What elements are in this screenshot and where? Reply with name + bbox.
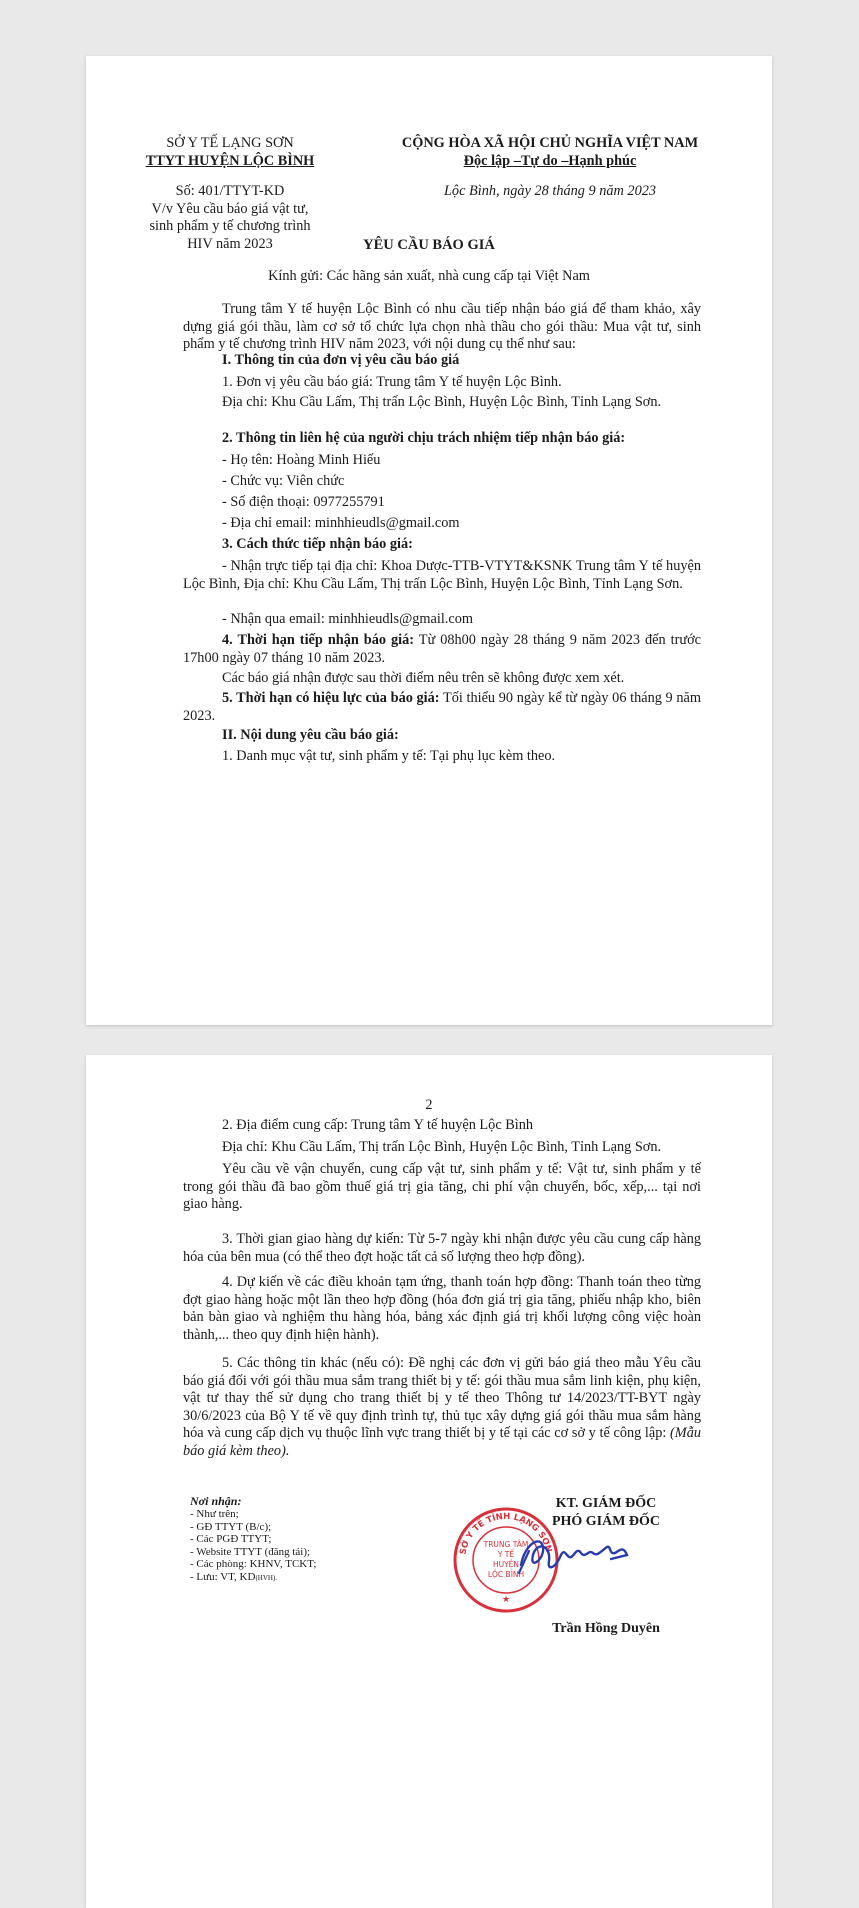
recipients-block: [190, 1495, 430, 1585]
payment-terms: 4. Dự kiến về các điều khoản tạm ứng, thanh toán hợp đồng: Thanh toán theo từng đợt giao hàng hoặc một lần theo hợp đồng (hóa đơn giá trị gia tăng, phiếu nhập kho, biên bản bàn giao và nghiệm thu hàng hóa, bảng xác định giá trị khối lượng công việc hoàn thành,... theo quy định hiện hành).: [183, 1274, 701, 1343]
section-1-item-1: 1. Đơn vị yêu cầu báo giá: Trung tâm Y tế huyện Lộc Bình.: [222, 374, 562, 390]
section-1-item-4: [183, 632, 701, 667]
other-information: [183, 1355, 701, 1460]
receive-direct: - Nhận trực tiếp tại địa chỉ: Khoa Dược-TTB-VTYT&KSNK Trung tâm Y tế huyện Lộc Bình, Địa chỉ: Khu Cầu Lấm, Thị trấn Lộc Bình, Huyện Lộc Bình, Tỉnh Lạng Sơn.: [183, 558, 701, 592]
intro-paragraph: Trung tâm Y tế huyện Lộc Bình có nhu cầu tiếp nhận báo giá để tham khảo, xây dựng giá gói thầu, làm cơ sở tổ chức lựa chọn nhà thầu cho gói thầu: Mua vật tư, sinh phẩm y tế chương trình HIV năm 2023, với nội dung cụ thể như sau:: [183, 301, 701, 352]
other-info-italic: (Mẫu báo giá kèm theo).: [183, 1425, 701, 1459]
recipient-line: - Như trên;: [190, 1508, 239, 1520]
section-2-item-1: 1. Danh mục vật tư, sinh phẩm y tế: Tại phụ lục kèm theo.: [222, 748, 556, 764]
seal-line-3: HUYỆN: [492, 1560, 520, 1569]
place-date: Lộc Bình, ngày 28 tháng 9 năm 2023: [443, 183, 657, 199]
item-5-text: Tối thiểu 90 ngày kể từ ngày 06 tháng 9 năm 2023.: [183, 690, 701, 724]
seal-line-4: LỘC BÌNH: [487, 1570, 525, 1579]
contact-position: - Chức vụ: Viên chức: [222, 473, 345, 489]
section-1-heading: I. Thông tin của đơn vị yêu cầu báo giá: [222, 352, 460, 368]
archive-prefix: - Lưu: VT, KD: [190, 1570, 256, 1583]
signer-role-2: PHÓ GIÁM ĐỐC: [551, 1514, 661, 1529]
signer-role-1: KT. GIÁM ĐỐC: [555, 1496, 657, 1511]
subject-line-1: V/v Yêu cầu báo giá vật tư,: [151, 200, 309, 217]
recipient-line: - Các PGĐ TTYT;: [190, 1533, 272, 1546]
recipient-line: - GĐ TTYT (B/c);: [190, 1520, 272, 1533]
seal-outer-text: SỞ Y TẾ TỈNH LẠNG SƠN: [458, 1511, 554, 1556]
doc-number: Số: 401/TTYT-KD: [175, 183, 285, 199]
document-page-1: [86, 56, 772, 1025]
section-1-item-3-heading: 3. Cách thức tiếp nhận báo giá:: [222, 536, 413, 552]
contact-email: - Địa chỉ email: minhhieudls@gmail.com: [222, 515, 460, 531]
contact-name: - Họ tên: Hoàng Minh Hiếu: [222, 452, 381, 468]
seal-line-2: Y TẾ: [497, 1550, 515, 1559]
nation-title: CỘNG HÒA XÃ HỘI CHỦ NGHĨA VIỆT NAM: [401, 135, 699, 151]
item-4-text: Từ 08h00 ngày 28 tháng 9 năm 2023 đến trước 17h00 ngày 07 tháng 10 năm 2023.: [183, 632, 701, 666]
delivery-address: Địa chỉ: Khu Cầu Lấm, Thị trấn Lộc Bình, Huyện Lộc Bình, Tỉnh Lạng Sơn.: [222, 1139, 662, 1155]
section-2-heading: II. Nội dung yêu cầu báo giá:: [222, 727, 399, 743]
handwritten-signature: [511, 1525, 641, 1585]
document-title: YÊU CẦU BÁO GIÁ: [363, 237, 495, 253]
other-info-text: 5. Các thông tin khác (nếu có): Đề nghị các đơn vị gửi báo giá theo mẫu Yêu cầu báo giá đối với gói thầu mua sắm trang thiết bị y tế: gói thầu mua sắm linh kiện, phụ kiện, vật tư thay thế sử dụng cho trang thiết bị y tế theo Thông tư 14/2023/TT-BYT ngày 30/6/2023 của Bộ Y tế về quy định trình tự, thủ tục xây dựng giá gói thầu mua sắm hàng hóa và cung cấp dịch vụ thuộc lĩnh vực trang thiết bị y tế tại các cơ sở y tế công lập:: [183, 1355, 701, 1441]
org-parent: SỞ Y TẾ LẠNG SƠN: [166, 135, 294, 151]
header-right: [370, 135, 730, 201]
page-number: 2: [425, 1097, 433, 1113]
section-1-item-5: [183, 690, 701, 725]
header-left: [86, 135, 374, 253]
document-page-2: [86, 1055, 772, 1908]
seal-star-icon: ★: [501, 1595, 511, 1605]
signature-graphic: [511, 1525, 641, 1585]
seal-line-1: TRUNG TÂM: [483, 1540, 529, 1549]
recipient-line-archive: [190, 1571, 430, 1585]
delivery-time: 3. Thời gian giao hàng dự kiến: Từ 5-7 ngày khi nhận được yêu cầu cung cấp hàng hóa của bên mua (có thể theo đợt hoặc tất cả số lượng theo hợp đồng).: [183, 1231, 701, 1265]
item-5-label: 5. Thời hạn có hiệu lực của báo giá:: [222, 690, 440, 706]
section-1-address: Địa chỉ: Khu Cầu Lấm, Thị trấn Lộc Bình, Huyện Lộc Bình, Tỉnh Lạng Sơn.: [222, 394, 662, 410]
contact-phone: - Số điện thoại: 0977255791: [222, 494, 385, 510]
late-note: Các báo giá nhận được sau thời điểm nêu trên sẽ không được xem xét.: [222, 670, 625, 686]
org-name: TTYT HUYỆN LỘC BÌNH: [145, 152, 315, 169]
archive-sub: (HVH).: [255, 1573, 278, 1582]
signer-name: Trần Hồng Duyên: [552, 1621, 660, 1636]
recipient-line: - Website TTYT (đăng tải);: [190, 1545, 311, 1558]
recipients-heading: Nơi nhận:: [190, 1494, 242, 1508]
section-1-item-2-heading: 2. Thông tin liên hệ của người chịu trách nhiệm tiếp nhận báo giá:: [222, 430, 626, 446]
item-4-label: 4. Thời hạn tiếp nhận báo giá:: [222, 632, 415, 648]
receive-email: - Nhận qua email: minhhieudls@gmail.com: [222, 611, 473, 627]
recipient-line: Kính gửi: Các hãng sản xuất, nhà cung cấp tại Việt Nam: [268, 268, 590, 284]
recipient-line: - Các phòng: KHNV, TCKT;: [190, 1558, 317, 1571]
subject-line-3: HIV năm 2023: [187, 235, 273, 252]
motto: Độc lập –Tự do –Hạnh phúc: [463, 152, 637, 169]
subject-line-2: sinh phẩm y tế chương trình: [149, 218, 311, 234]
transport-requirement: Yêu cầu về vận chuyển, cung cấp vật tư, sinh phẩm y tế: Vật tư, sinh phẩm y tế trong gói thầu đã bao gồm thuế giá trị gia tăng, chi phí vận chuyển, bốc, xếp,... tại nơi giao hàng.: [183, 1161, 701, 1212]
delivery-location: 2. Địa điểm cung cấp: Trung tâm Y tế huyện Lộc Bình: [222, 1117, 534, 1133]
